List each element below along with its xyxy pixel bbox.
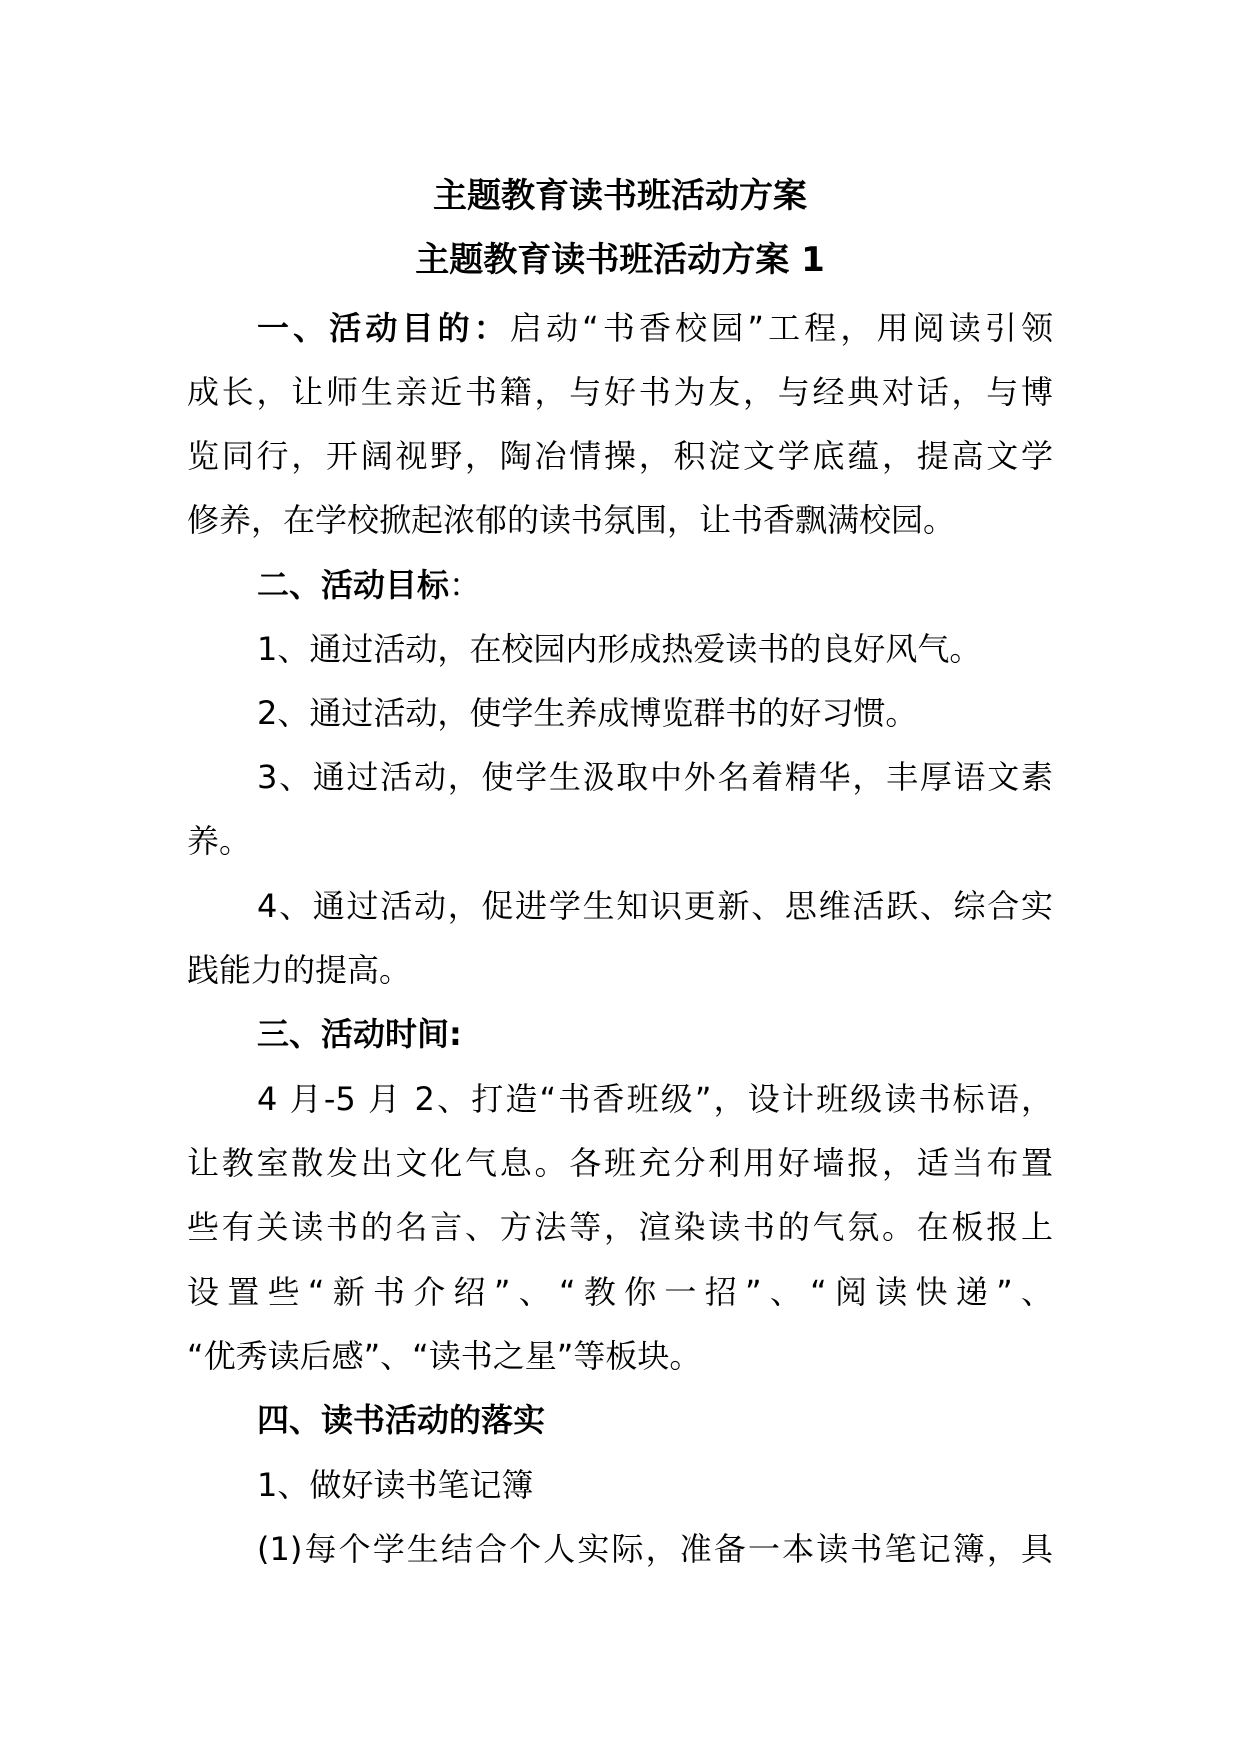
section4-heading: 四、读书活动的落实 [257,1401,546,1439]
document-subtitle: 主题教育读书班活动方案 1 [415,240,825,280]
section3-heading: 三、活动时间: [257,1015,462,1053]
section2-item: 2、通过活动，使学生养成博览群书的好习惯。 [257,694,918,732]
section2-item: 4、通过活动，促进学生知识更新、思维活跃、综合实 [257,887,1053,925]
section1-line: 成长，让师生亲近书籍，与好书为友，与经典对话，与博 [187,373,1053,411]
section2-item-continued: 养。 [187,822,252,860]
section1-line: 览同行，开阔视野，陶冶情操，积淀文学底蕴，提高文学 [187,437,1053,475]
section2-item: 3、通过活动，使学生汲取中外名着精华，丰厚语文素 [257,758,1053,796]
section3-line: 设置些“新书介绍”、“教你一招”、“阅读快递”、 [187,1273,1053,1311]
section1-heading: 一、活动目的 [257,309,474,347]
section3-line: 4 月-5 月 2、打造“书香班级”，设计班级读书标语， [257,1080,1053,1118]
document-title: 主题教育读书班活动方案 [433,176,807,216]
section1-line: 修养，在学校掀起浓郁的读书氛围，让书香飘满校园。 [187,501,956,539]
section1-colon: ： [473,309,510,347]
section1-first-line [257,306,1053,350]
section2-heading-line [257,563,1053,607]
section2-heading: 二、活动目标 [257,566,450,604]
section3-line: 让教室散发出文化气息。各班充分利用好墙报，适当布置 [187,1144,1053,1182]
section1-line: 启动“书香校园”工程，用阅读引领 [509,309,1053,347]
section3-line: 些有关读书的名言、方法等，渲染读书的气氛。在板报上 [187,1208,1053,1246]
section2-colon: ： [449,566,482,604]
section4-line: (1)每个学生结合个人实际，准备一本读书笔记簿，具 [257,1530,1053,1568]
section3-line: “优秀读后感”、“读书之星”等板块。 [187,1337,702,1375]
section2-item-continued: 践能力的提高。 [187,951,412,989]
section2-item: 1、通过活动，在校园内形成热爱读书的良好风气。 [257,630,982,668]
section4-line: 1、做好读书笔记簿 [257,1466,534,1504]
